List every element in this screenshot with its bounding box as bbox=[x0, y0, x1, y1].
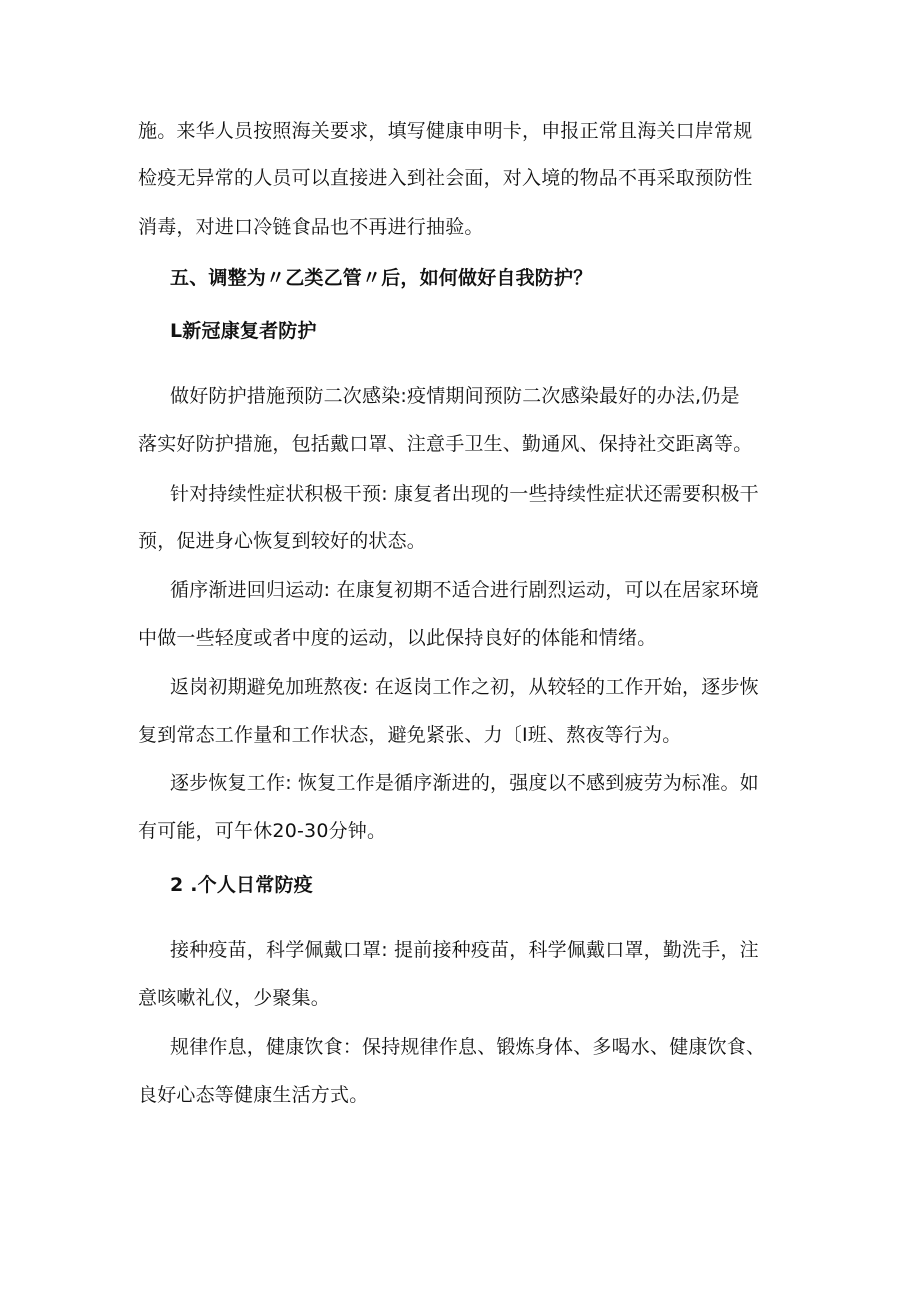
intro-line-1: 施。来华人员按照海关要求，填写健康申明卡，申报正常且海关口岸常规 bbox=[138, 120, 753, 142]
intro-line-2: 检疫无异常的人员可以直接进入到社会面，对入境的物品不再采取预防性 bbox=[138, 167, 753, 189]
sub2-p2-line-1: 规律作息，健康饮食：保持规律作息、锻炼身体、多喝水、健康饮食、 bbox=[170, 1036, 766, 1058]
sub1-p4-line-2: 复到常态工作量和工作状态，避免紧张、力〔I班、熬夜等行为。 bbox=[138, 724, 682, 746]
sub1-p2-line-1: 针对持续性症状积极干预: 康复者出现的一些持续性症状还需要积极干 bbox=[170, 483, 759, 505]
subsection-1-heading: L新冠康复者防护 bbox=[170, 320, 317, 342]
sub2-p2-line-2: 良好心态等健康生活方式。 bbox=[138, 1084, 369, 1106]
sub1-p4-line-1: 返岗初期避免加班熬夜: 在返岗工作之初，从较轻的工作开始，逐步恢 bbox=[170, 676, 759, 698]
sub2-p1-line-2: 意咳嗽礼仪，少聚集。 bbox=[138, 987, 331, 1009]
sub1-p5-line-2: 有可能，可午休20-30分钟。 bbox=[138, 820, 387, 842]
subsection-2-heading: 2 .个人日常防疫 bbox=[170, 874, 313, 896]
sub1-p3-line-2: 中做一些轻度或者中度的运动，以此保持良好的体能和情绪。 bbox=[138, 627, 657, 649]
sub1-p2-line-2: 预，促进身心恢复到较好的状态。 bbox=[138, 530, 427, 552]
intro-line-3: 消毒，对进口冷链食品也不再进行抽验。 bbox=[138, 216, 484, 238]
sub1-p1-line-2: 落实好防护措施，包括戴口罩、注意手卫生、勤通风、保持社交距离等。 bbox=[138, 433, 753, 455]
sub1-p1-line-1: 做好防护措施预防二次感染:疫情期间预防二次感染最好的办法,仍是 bbox=[170, 385, 740, 407]
section-5-heading: 五、调整为〃乙类乙管〃后，如何做好自我防护？ bbox=[170, 267, 593, 289]
sub1-p3-line-1: 循序渐进回归运动: 在康复初期不适合进行剧烈运动，可以在居家环境 bbox=[170, 579, 759, 601]
sub1-p5-line-1: 逐步恢复工作: 恢复工作是循序渐进的，强度以不感到疲劳为标准。如 bbox=[170, 772, 759, 794]
sub2-p1-line-1: 接种疫苗，科学佩戴口罩: 提前接种疫苗，科学佩戴口罩，勤洗手，注 bbox=[170, 939, 759, 961]
